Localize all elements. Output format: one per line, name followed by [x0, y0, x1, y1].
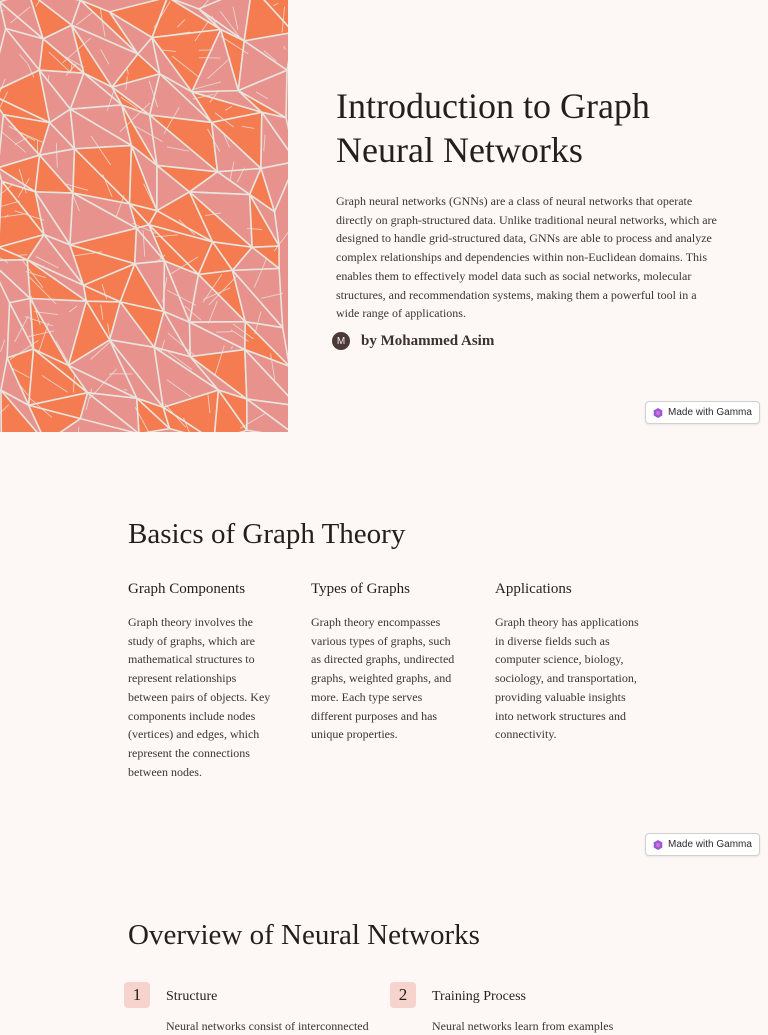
network-pattern-image: [0, 0, 288, 432]
step-text: Neural networks consist of interconnected: [166, 1017, 366, 1035]
avatar: M: [332, 332, 350, 350]
graph-components-column: [128, 579, 273, 781]
column-text: Graph theory has applications in diverse fields such as computer science, biology, sociology, and transportation, providing valuable insights into network structures and connectivity.: [495, 613, 640, 744]
intro-paragraph: Graph neural networks (GNNs) are a class of neural networks that operate directly on graph-structured data. Unlike traditional neural networks, which are designed to handle grid-structured data, GNNs are able to process and analyze complex relationships and dependencies within non-Euclidean domains. This enables them to effectively model data such as social networks, molecular structures, and recommendation systems, making them a powerful tool in a wide range of applications.: [336, 192, 720, 323]
column-text: Graph theory encompasses various types of graphs, such as directed graphs, undirected graphs, weighted graphs, and more. Each type serves different purposes and has unique properties.: [311, 613, 459, 744]
made-with-gamma-button[interactable]: [645, 833, 760, 856]
types-of-graphs-column: [311, 579, 459, 744]
step-number-badge: 2: [390, 982, 416, 1008]
step-title: Training Process: [432, 989, 526, 1005]
column-text: Graph theory involves the study of graphs, which are mathematical structures to represent relationships between pairs of objects. Key components include nodes (vertices) and edges, which represent the connections between nodes.: [128, 613, 273, 781]
step-text: Neural networks learn from examples: [432, 1017, 632, 1035]
column-heading: Applications: [495, 579, 640, 599]
gamma-logo-icon: [653, 408, 663, 418]
page-title: Introduction to Graph Neural Networks: [336, 84, 726, 172]
author-line: [332, 331, 494, 351]
author-name: by Mohammed Asim: [361, 333, 494, 350]
badge-label: Made with Gamma: [668, 407, 752, 418]
step-title: Structure: [166, 989, 217, 1005]
basics-section-title: Basics of Graph Theory: [128, 516, 405, 552]
made-with-gamma-button[interactable]: [645, 401, 760, 424]
column-heading: Types of Graphs: [311, 579, 459, 599]
title-slide: [0, 0, 768, 432]
gamma-logo-icon: [653, 840, 663, 850]
step-number-badge: 1: [124, 982, 150, 1008]
column-heading: Graph Components: [128, 579, 273, 599]
badge-label: Made with Gamma: [668, 839, 752, 850]
applications-column: [495, 579, 640, 744]
overview-section-title: Overview of Neural Networks: [128, 917, 480, 953]
